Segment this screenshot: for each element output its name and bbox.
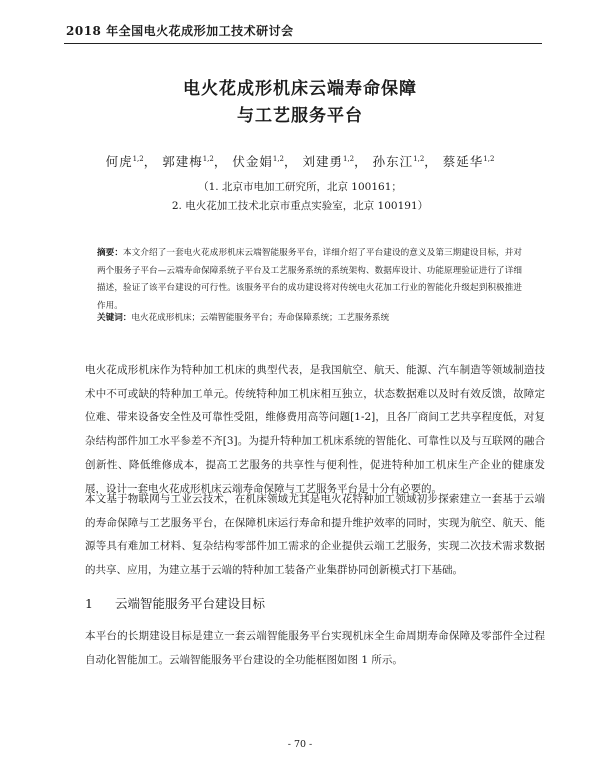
- author-affil-mark: 1,2: [132, 154, 144, 163]
- section-number: 1: [85, 596, 93, 611]
- header-rule: [64, 43, 542, 44]
- author-name: 郭建梅: [162, 154, 203, 169]
- page-number: - 70 -: [287, 739, 313, 750]
- section-heading: [85, 594, 265, 612]
- affiliation-line-2: 2. 电火花加工技术北京市重点实验室，北京 100191）: [171, 200, 429, 212]
- keywords: [97, 311, 522, 323]
- abstract-text: 本文介绍了一套电火花成形机床云端智能服务平台，详细介绍了平台建设的意义及第三期建设目标，并对两个服务子平台—云端寿命保障系统子平台及工艺服务系统的系统架构、数据库设计、功能原理验证进行了详细描述，验证了该平台建设的可行性。该服务平台的成功建设将对传统电火花加工行业的智能化升级起到积极推进作用。: [97, 248, 522, 311]
- body-paragraph-3: 本平台的长期建设目标是建立一套云端智能服务平台实现机床全生命周期寿命保障及零部件全过程自动化智能加工。云端智能服务平台建设的全功能框图如图 1 所示。: [85, 630, 545, 666]
- section-title: 云端智能服务平台建设目标: [115, 596, 266, 611]
- paper-title-line-2: 与工艺服务平台: [237, 106, 363, 126]
- body-paragraph-2: 本文基于物联网与工业云技术，在机床领域尤其是电火花特种加工领域初步探索建立一套基于云端的寿命保障与工艺服务平台，在保障机床运行寿命和提升维护效率的同时，实现为航空、航天、能源等具有难加工材料、复杂结构零部件加工需求的企业提供云端工艺服务，实现二次技术需求数据的共享、应用，为建立基于云端的特种加工装备产业集群协同创新模式打下基础。: [85, 493, 545, 577]
- author-name: 伏金娟: [232, 154, 273, 169]
- author-affil-mark: 1,2: [202, 154, 214, 163]
- body-paragraph-1: 电火花成形机床作为特种加工机床的典型代表，是我国航空、航天、能源、汽车制造等领域制造技术中不可或缺的特种加工单元。传统特种加工机床相互独立，状态数据难以及时有效反馈，故障定位难、带来设备安全性及可靠性受阻，维修费用高等问题[1-2]，且各厂商间工艺共享程度低，对复杂结构部件加工水平参差不齐[3]。为提升特种加工机床系统的智能化、可靠性以及与互联网的融合创新性、降低维修成本，提高工艺服务的共享性与便利性，促进特种加工机床生产企业的健康发展，设计一套电火花成形机床云端寿命保障与工艺服务平台是十分有必要的。: [85, 364, 545, 495]
- abstract: [97, 245, 522, 315]
- author-affil-mark: 1,2: [483, 154, 495, 163]
- running-head: 2018 年全国电火花成形加工技术研讨会: [66, 24, 294, 38]
- author-affil-mark: 1,2: [272, 154, 284, 163]
- author-affil-mark: 1,2: [343, 154, 355, 163]
- author-name: 刘建勇: [302, 154, 343, 169]
- author-list: 何虎$^{1,2}$， 郭建梅$^{1,2}$， 伏金娟$^{1,2}$， 刘建勇$^{1,2}$， 孙东江$^{1,2}$， 蔡延华$^{1,2}$: [105, 154, 495, 169]
- author-affil-mark: 1,2: [413, 154, 425, 163]
- keywords-label: 关键词：: [97, 313, 132, 323]
- paper-title-line-1: 电火花成形机床云端寿命保障: [183, 79, 417, 99]
- author-name: 孙东江: [372, 154, 414, 169]
- author-name: 何虎: [105, 154, 133, 169]
- author-name: 蔡延华: [442, 154, 484, 169]
- keywords-text: 电火花成形机床；云端智能服务平台；寿命保障系统；工艺服务系统: [131, 313, 390, 323]
- affiliation-line-1: （1. 北京市电加工研究所，北京 100161；: [198, 181, 402, 193]
- abstract-label: 摘要：: [97, 248, 124, 258]
